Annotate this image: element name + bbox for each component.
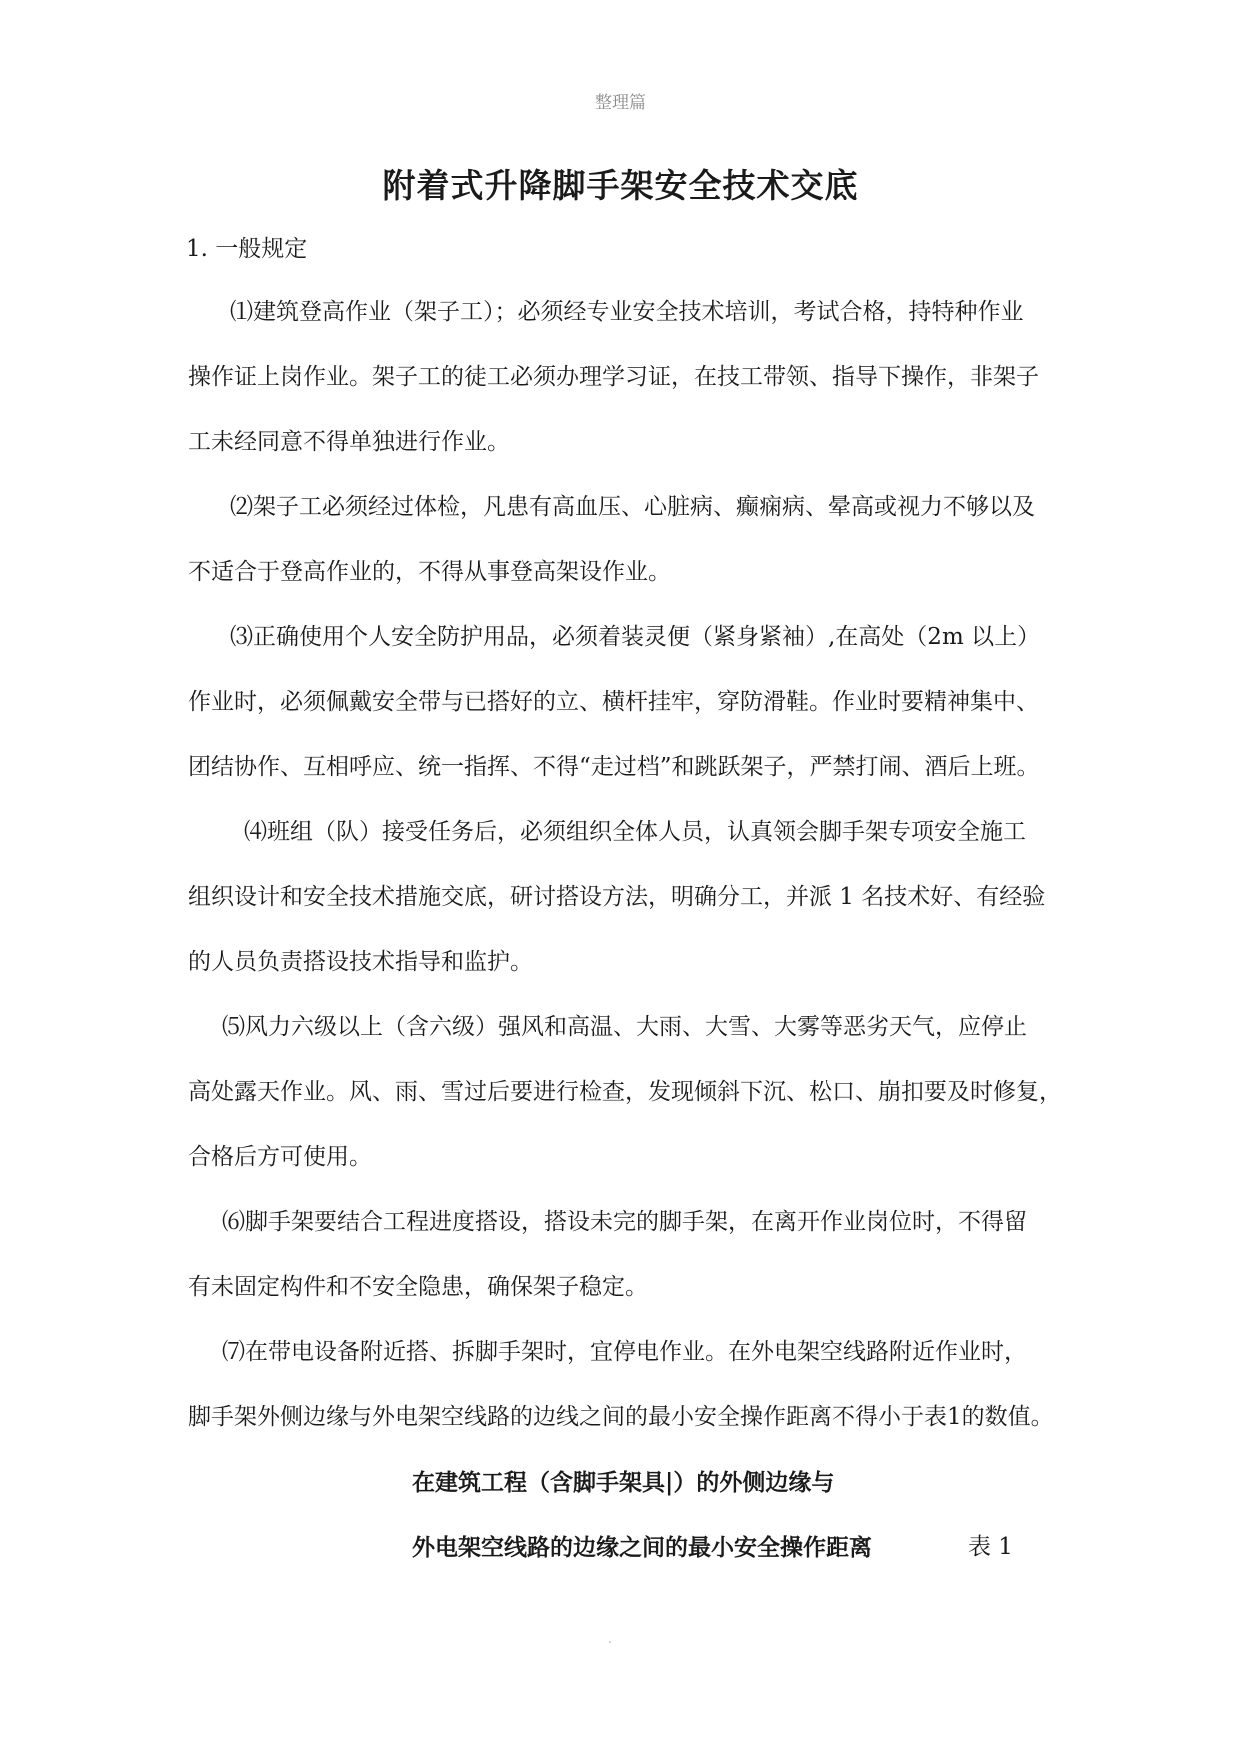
- paragraph-1-line-3: 工未经同意不得单独进行作业。: [188, 429, 510, 455]
- table-caption-line-2: 外电架空线路的边缘之间的最小安全操作距离: [412, 1534, 872, 1561]
- page-footer-mark: .: [608, 1632, 612, 1646]
- table-caption-line-1: 在建筑工程（含脚手架具|）的外侧边缘与: [412, 1469, 835, 1496]
- paragraph-2-line-2: 不适合于登高作业的，不得从事登高架设作业。: [188, 559, 671, 585]
- paragraph-7-line-2: 脚手架外侧边缘与外电架空线路的边线之间的最小安全操作距离不得小于表1的数值。: [188, 1404, 1054, 1430]
- paragraph-6-line-2: 有未固定构件和不安全隐患，确保架子稳定。: [188, 1274, 648, 1300]
- table-number-label: 表 1: [968, 1534, 1013, 1560]
- paragraph-4-line-3: 的人员负责搭设技术指导和监护。: [188, 949, 533, 975]
- paragraph-2-line-1: ⑵架子工必须经过体检，凡患有高血压、心脏病、癫痫病、晕高或视力不够以及: [230, 494, 1035, 520]
- paragraph-3-line-1: ⑶正确使用个人安全防护用品，必须着装灵便（紧身紧袖）,在高处（2m 以上）: [230, 624, 1041, 650]
- paragraph-6-line-1: ⑹脚手架要结合工程进度搭设，搭设未完的脚手架，在离开作业岗位时，不得留: [222, 1209, 1027, 1235]
- paragraph-4-line-1: ⑷班组（队）接受任务后，必须组织全体人员，认真领会脚手架专项安全施工: [244, 819, 1026, 845]
- page-header: 整理篇: [595, 93, 646, 113]
- paragraph-4-line-2: 组织设计和安全技术措施交底，研讨搭设方法，明确分工，并派 1 名技术好、有经验: [188, 884, 1046, 910]
- paragraph-3-line-2: 作业时，必须佩戴安全带与已搭好的立、横杆挂牢，穿防滑鞋。作业时要精神集中、: [188, 689, 1039, 715]
- paragraph-5-line-1: ⑸风力六级以上（含六级）强风和高温、大雨、大雪、大雾等恶劣天气，应停止: [222, 1014, 1027, 1040]
- paragraph-7-line-1: ⑺在带电设备附近搭、拆脚手架时，宜停电作业。在外电架空线路附近作业时，: [222, 1339, 1027, 1365]
- paragraph-5-line-3: 合格后方可使用。: [188, 1144, 372, 1170]
- document-title: 附着式升降脚手架安全技术交底: [382, 166, 859, 205]
- paragraph-3-line-3: 团结协作、互相呼应、统一指挥、不得“走过档”和跳跃架子，严禁打闹、酒后上班。: [188, 754, 1040, 780]
- paragraph-1-line-1: ⑴建筑登高作业（架子工）；必须经专业安全技术培训，考试合格，持特种作业: [230, 299, 1024, 325]
- paragraph-5-line-2: 高处露天作业。风、雨、雪过后要进行检查，发现倾斜下沉、松口、崩扣要及时修复，: [188, 1079, 1062, 1105]
- section-heading: 1. 一般规定: [186, 236, 308, 262]
- paragraph-1-line-2: 操作证上岗作业。架子工的徒工必须办理学习证，在技工带领、指导下操作，非架子: [188, 364, 1039, 390]
